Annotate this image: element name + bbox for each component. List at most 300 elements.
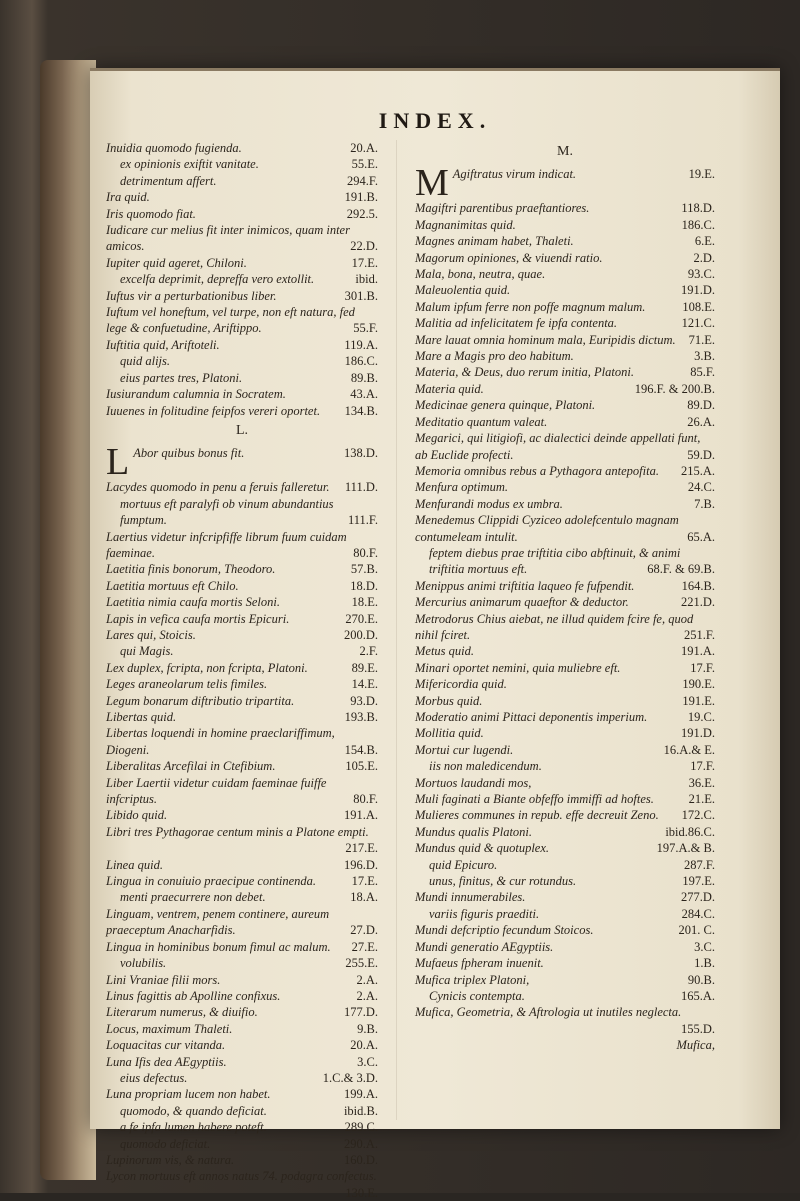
entry-text: Iuftum vel honeftum, vel turpe, non eft natura, fed lege & confuetudine, Ariftippo.	[106, 305, 355, 336]
entry-text: Iusiurandum calumnia in Socratem.	[106, 387, 286, 402]
page-reference: 197.E.	[682, 874, 715, 889]
entry-text: Iupiter quid ageret, Chiloni.	[106, 255, 247, 270]
page-reference: 16.A.& E.	[663, 742, 715, 757]
index-entry	[415, 676, 715, 692]
index-entry	[415, 364, 715, 380]
index-entry	[106, 775, 378, 808]
page-reference: 284.C.	[681, 906, 715, 921]
page-reference: 191.D.	[680, 283, 715, 298]
entry-text: Lycon mortuus eft annos natus 74. podagra confectus.	[106, 1169, 377, 1184]
index-entry	[415, 939, 715, 955]
page-reference: 191.A.	[680, 644, 715, 659]
entry-text: Liber Laertii videtur cuidam faeminae fuiffe infcriptus.	[106, 775, 327, 807]
index-entry	[106, 189, 378, 205]
index-entry	[415, 742, 715, 758]
entry-text: Mundus quid & quotuplex.	[415, 841, 550, 856]
index-entry	[415, 348, 715, 364]
page-reference: 164.B.	[681, 578, 715, 593]
page-reference: 43.A.	[350, 387, 378, 402]
entry-text: qui Magis.	[120, 644, 174, 659]
entry-text: Materia, & Deus, duo rerum initia, Platoni.	[415, 365, 634, 380]
drop-cap: M	[415, 162, 449, 205]
entry-text: Metus quid.	[415, 644, 475, 659]
entry-text: Linea quid.	[106, 857, 163, 872]
entry-text: iis non maledicendum.	[429, 759, 542, 774]
entry-text: eius defectus.	[120, 1070, 188, 1085]
page-reference: 1.B.	[694, 956, 715, 971]
entry-text: Mulieres communes in repub. effe decreuit Zeno.	[415, 808, 659, 823]
page-reference: 221.D.	[680, 595, 715, 610]
page-reference: 19.C.	[687, 710, 715, 724]
entry-text: Mortui cur lugendi.	[415, 742, 514, 757]
index-entry	[106, 271, 378, 287]
index-entry	[415, 397, 715, 413]
index-entry	[415, 889, 715, 905]
index-entry	[415, 479, 715, 495]
page-reference: 90.B.	[687, 972, 715, 987]
page-reference: 2.A.	[356, 988, 378, 1003]
page-reference: 270.E.	[345, 611, 378, 626]
index-entry	[106, 643, 378, 659]
index-entry	[415, 758, 715, 774]
index-entry	[106, 529, 378, 562]
page-reference: 22.D.	[350, 239, 378, 254]
page-reference: 138.D.	[343, 446, 378, 461]
index-entry	[415, 282, 715, 298]
index-entry	[415, 824, 715, 840]
entry-text: Moderatio animi Pittaci deponentis imperium.	[415, 710, 648, 724]
page-reference: 80.F.	[353, 545, 378, 560]
index-entry	[415, 725, 715, 741]
page-reference: 7.B.	[694, 496, 715, 511]
page-reference: ibid.	[355, 272, 378, 287]
index-entry	[106, 955, 378, 971]
index-entry	[106, 1021, 378, 1037]
entry-text: Mundi innumerabiles.	[415, 890, 526, 905]
page-reference: 196.D.	[343, 857, 378, 872]
entry-text: Literarum numerus, & diuifio.	[106, 1005, 258, 1020]
entry-text: Legum bonarum diftributio tripartita.	[106, 693, 295, 708]
entry-text: Lini Vraniae filii mors.	[106, 972, 221, 987]
page-reference: 89.D.	[687, 398, 715, 413]
entry-text: Lex duplex, fcripta, non fcripta, Platoni.	[106, 660, 308, 675]
page-reference: 119.A.	[344, 337, 378, 352]
index-entry	[415, 1037, 715, 1053]
entry-text: quomodo, & quando deficiat.	[120, 1103, 267, 1118]
section-letter: L.	[235, 422, 249, 438]
entry-text: Iudicare cur melius fit inter inimicos, quam inter amicos.	[106, 223, 350, 254]
entry-text: Iuftus vir a perturbationibus liber.	[106, 288, 277, 303]
entry-text: Minari oportet nemini, quia muliebre eft.	[415, 660, 621, 675]
index-entry	[106, 1004, 378, 1020]
index-entry	[106, 561, 378, 577]
index-entry	[415, 414, 715, 430]
entry-text: mortuus eft paralyfi ob vinum abundantius fumptum.	[120, 496, 334, 528]
page-reference: 165.A.	[680, 988, 715, 1003]
page-reference: 3.B.	[694, 349, 715, 364]
entry-text: Iuftitia quid, Ariftoteli.	[106, 337, 220, 352]
entry-text: Mollitia quid.	[415, 726, 484, 741]
index-entry	[106, 906, 378, 939]
index-entry	[415, 988, 715, 1004]
entry-text: excelfa deprimit, depreffa vero extollit.	[120, 272, 315, 287]
entry-text: Laetitia nimia caufa mortis Seloni.	[106, 595, 280, 610]
index-entry	[106, 140, 378, 156]
page-reference: 93.C.	[687, 267, 715, 282]
index-entry	[415, 709, 715, 725]
entry-text: Luna propriam lucem non habet.	[106, 1087, 271, 1102]
entry-text: feptem diebus prae triftitia cibo abftinuit, & animi triftitia mortuus eft.	[429, 545, 681, 577]
index-entry	[415, 200, 715, 216]
index-entry	[106, 972, 378, 988]
page-reference: 93.D.	[350, 693, 378, 708]
page-reference: 3.C.	[357, 1054, 378, 1069]
index-entry	[415, 250, 715, 266]
entry-text: Mercurius animarum quaeftor & deductor.	[415, 595, 629, 610]
page-reference: 190.E.	[682, 677, 715, 692]
index-entry	[415, 217, 715, 233]
page-reference: 21.E.	[688, 792, 715, 807]
page-reference: 160.D.	[343, 1152, 378, 1167]
index-entry	[106, 1086, 378, 1102]
entry-text: quid alijs.	[120, 354, 171, 369]
page-reference: 251.F.	[684, 627, 715, 642]
page-reference: 17.E.	[351, 874, 378, 889]
index-entry	[415, 922, 715, 938]
entry-text: Magnes animam habet, Thaleti.	[415, 234, 574, 249]
section-letter: M.	[557, 144, 573, 159]
page-reference: 24.C.	[687, 480, 715, 495]
entry-text: Lingua in hominibus bonum fimul ac malum.	[106, 939, 331, 954]
index-entry	[106, 156, 378, 172]
page-reference: 155.D.	[680, 1021, 715, 1036]
page-reference: 121.C.	[681, 316, 715, 331]
entry-text: Malitia ad infelicitatem fe ipfa contenta.	[415, 316, 618, 331]
entry-text: Iuuenes in folitudine feipfos vereri oportet.	[106, 403, 321, 418]
entry-text: Menfura optimum.	[415, 480, 509, 495]
index-column-right	[415, 140, 715, 1054]
entry-text: Cynicis contempta.	[429, 988, 525, 1003]
index-entry	[415, 611, 715, 644]
page-reference: 217.E.	[345, 841, 378, 856]
index-entry	[415, 1004, 715, 1037]
index-entry	[415, 906, 715, 922]
entry-text: Mufica,	[676, 1038, 715, 1053]
entry-text: Metrodorus Chius aiebat, ne illud quidem fcire fe, quod nihil fciret.	[415, 611, 694, 642]
entry-text: Lares qui, Stoicis.	[106, 627, 196, 642]
column-divider	[396, 140, 397, 1120]
page-reference: 85.F.	[690, 365, 715, 380]
page-reference: 177.D.	[343, 1005, 378, 1020]
entry-text: ex opinionis exiftit vanitate.	[120, 157, 259, 172]
page-reference: 55.F.	[353, 321, 378, 336]
entry-text: Menedemus Clippidi Cyziceo adolefcentulo magnam contumeleam intulit.	[415, 513, 679, 544]
page-reference: 6.E.	[694, 234, 715, 249]
entry-text: Mifericordia quid.	[415, 677, 507, 692]
index-entry	[106, 353, 378, 369]
index-entry	[106, 807, 378, 823]
index-entry	[415, 660, 715, 676]
entry-text: Menippus animi triftitia laqueo fe fufpendit.	[415, 578, 635, 593]
entry-text: Malum ipfum ferre non poffe magnum malum.	[415, 299, 646, 314]
page-reference: 289.C.	[344, 1120, 378, 1135]
index-column-left	[106, 140, 378, 1201]
entry-text: Iris quomodo fiat.	[106, 206, 196, 221]
index-entry	[106, 222, 378, 255]
page-reference: ibid.86.C.	[665, 824, 715, 839]
page-reference: 20.A.	[350, 141, 378, 155]
page-reference: 191.A.	[343, 808, 378, 823]
index-entry	[415, 266, 715, 282]
page-reference: 290.A.	[343, 1136, 378, 1151]
entry-text: detrimentum affert.	[120, 173, 217, 188]
page-reference: 17.F.	[690, 660, 715, 675]
index-entry	[106, 1054, 378, 1070]
page-reference: 292.5.	[346, 206, 378, 221]
entry-text: eius partes tres, Platoni.	[120, 370, 243, 385]
entry-text: Mufaeus fpheram inuenit.	[415, 956, 544, 971]
index-entry	[106, 1152, 378, 1168]
entry-text: Laetitia mortuus eft Chilo.	[106, 578, 239, 593]
entry-text: Mare a Magis pro deo habitum.	[415, 349, 574, 364]
index-entry	[106, 693, 378, 709]
page-reference: 200.D.	[343, 627, 378, 642]
entry-text: Linus fagittis ab Apolline confixus.	[106, 988, 281, 1003]
entry-text: Materia quid.	[415, 381, 484, 396]
index-entry	[106, 709, 378, 725]
page-reference: 18.E.	[351, 595, 378, 610]
page-reference: 1.C.& 3.D.	[322, 1070, 378, 1085]
entry-text: Muli faginati a Biante obfeffo immiffi ad hoftes.	[415, 792, 654, 807]
entry-text: Libertas quid.	[106, 710, 177, 724]
page-reference: 3.C.	[694, 939, 715, 954]
index-entry	[106, 173, 378, 189]
index-entry	[106, 676, 378, 692]
index-entry	[415, 512, 715, 545]
entry-text: Morbus quid.	[415, 693, 483, 708]
entry-text: Lingua in conuiuio praecipue continenda.	[106, 874, 317, 889]
entry-text: Mundi generatio AEgyptiis.	[415, 939, 554, 954]
page-reference: 105.E.	[345, 759, 378, 774]
page-reference: ibid.B.	[343, 1103, 378, 1118]
entry-text: Luna Ifis dea AEgyptiis.	[106, 1054, 227, 1069]
page-reference: 27.D.	[350, 923, 378, 938]
drop-cap: L	[106, 441, 130, 484]
entry-text: Magiftri parentibus praeftantiores.	[415, 201, 590, 216]
page-reference: 154.B.	[344, 742, 378, 757]
index-entry	[106, 479, 378, 495]
entry-text: Meditatio quantum valeat.	[415, 414, 548, 429]
book-binding	[40, 60, 96, 1180]
page-reference: 20.A.	[350, 1038, 378, 1053]
page-reference: 2.D.	[693, 250, 715, 265]
index-entry	[106, 660, 378, 676]
index-entry	[415, 162, 715, 205]
entry-text: Laertius videtur infcripfiffe librum fuum cuidam faeminae.	[106, 529, 347, 560]
entry-text: Magnanimitas quid.	[415, 217, 516, 232]
index-entry	[415, 791, 715, 807]
entry-text: Mundi defcriptio fecundum Stoicos.	[415, 923, 594, 938]
index-entry	[106, 1168, 378, 1201]
entry-text: Mortuos laudandi mos,	[415, 775, 532, 790]
page-title: INDEX.	[378, 108, 492, 133]
index-entry	[415, 545, 715, 578]
page-reference: 197.A.& B.	[656, 841, 715, 856]
entry-text: Libertas loquendi in homine praeclariffimum, Diogeni.	[106, 726, 335, 757]
page-reference: 118.D.	[681, 201, 715, 216]
index-entry	[106, 1119, 378, 1135]
entry-text: Memoria omnibus rebus a Pythagora antepofita.	[415, 463, 659, 478]
page-reference: 111.D.	[344, 480, 378, 495]
page-reference: 80.F.	[353, 792, 378, 807]
index-entry	[415, 972, 715, 988]
page-reference: 130.E.	[345, 1185, 378, 1200]
index-entry	[106, 255, 378, 271]
page-reference: 277.D.	[680, 890, 715, 905]
entry-text: Mufica triplex Platoni,	[415, 972, 530, 987]
index-entry	[106, 496, 378, 529]
entry-text: Libri tres Pythagorae centum minis a Platone empti.	[106, 824, 369, 839]
index-entry	[415, 693, 715, 709]
index-entry	[106, 611, 378, 627]
entry-text: unus, finitus, & cur rotundus.	[429, 874, 577, 889]
entry-text: Loquacitas cur vitanda.	[106, 1038, 226, 1053]
index-entry	[415, 381, 715, 397]
entry-text: Menfurandi modus ex umbra.	[415, 496, 563, 511]
entry-text: Laetitia finis bonorum, Theodoro.	[106, 562, 276, 577]
entry-text: Maleuolentia quid.	[415, 283, 511, 298]
page-reference: 26.A.	[687, 414, 715, 429]
index-entry	[415, 873, 715, 889]
page-reference: 215.A.	[680, 463, 715, 478]
page-reference: 196.F. & 200.B.	[634, 381, 715, 396]
entry-text: Inuidia quomodo fugienda.	[106, 141, 242, 155]
index-entry	[106, 939, 378, 955]
page-reference: 191.B.	[344, 190, 378, 205]
page-reference: 172.C.	[681, 808, 715, 823]
index-entry	[415, 332, 715, 348]
index-entry	[415, 955, 715, 971]
page-reference: 18.D.	[350, 578, 378, 593]
entry-text: Medicinae genera quinque, Platoni.	[415, 398, 596, 413]
index-entry	[415, 299, 715, 315]
page-reference: 65.A.	[687, 529, 715, 544]
entry-text: Mufica, Geometria, & Aftrologia ut inutiles neglecta.	[415, 1005, 682, 1020]
page-reference: 17.F.	[690, 759, 715, 774]
page-reference: 19.E.	[688, 167, 715, 182]
page-reference: 27.E.	[351, 939, 378, 954]
index-entry	[415, 643, 715, 659]
entry-text: Agiftratus virum indicat.	[452, 167, 577, 182]
page-reference: 191.D.	[680, 726, 715, 741]
index-entry	[106, 1037, 378, 1053]
entry-text: Ira quid.	[106, 190, 150, 205]
index-entry	[106, 873, 378, 889]
page-reference: 134.B.	[344, 403, 378, 418]
index-entry	[106, 594, 378, 610]
index-entry	[106, 988, 378, 1004]
index-entry	[106, 857, 378, 873]
entry-text: Leges araneolarum telis fimiles.	[106, 677, 268, 692]
index-entry	[415, 840, 715, 856]
page-reference: 193.B.	[344, 710, 378, 724]
page-reference: 191.E.	[682, 693, 715, 708]
index-entry	[106, 889, 378, 905]
entry-text: menti praecurrere non debet.	[120, 890, 266, 905]
page-reference: 17.E.	[351, 255, 378, 270]
entry-text: Lupinorum vis, & natura.	[106, 1152, 235, 1167]
entry-text: Liberalitas Arcefilai in Ctefibium.	[106, 759, 276, 774]
entry-text: quid Epicuro.	[429, 857, 498, 872]
index-entry	[106, 337, 378, 353]
index-entry	[415, 857, 715, 873]
entry-text: volubilis.	[120, 956, 167, 971]
index-entry	[106, 627, 378, 643]
index-entry	[106, 824, 378, 857]
index-entry	[106, 288, 378, 304]
entry-text: Lacydes quomodo in penu a feruis falleretur.	[106, 480, 330, 495]
entry-text: Locus, maximum Thaleti.	[106, 1021, 233, 1036]
page-reference: 59.D.	[687, 447, 715, 462]
page-reference: 111.F.	[347, 513, 378, 528]
index-entry	[415, 578, 715, 594]
index-entry	[106, 370, 378, 386]
index-entry	[415, 807, 715, 823]
index-entry	[106, 1136, 378, 1152]
page-reference: 201. C.	[678, 923, 715, 938]
page-reference: 255.E.	[345, 956, 378, 971]
entry-text: variis figuris praediti.	[429, 906, 540, 921]
page-reference: 301.B.	[344, 288, 378, 303]
index-entry	[106, 386, 378, 402]
page-reference: 57.B.	[350, 562, 378, 577]
page-reference: 14.E.	[351, 677, 378, 692]
page-reference: 186.C.	[344, 354, 378, 369]
entry-text: Abor quibus bonus fit.	[133, 446, 245, 461]
page-reference: 294.F.	[347, 173, 378, 188]
index-entry	[106, 304, 378, 337]
entry-text: Megarici, qui litigiofi, ac dialectici deinde appellati funt, ab Euclide profecti.	[415, 431, 701, 462]
index-entry	[415, 463, 715, 479]
page-reference: 36.E.	[688, 775, 715, 790]
entry-text: Mare lauat omnia hominum mala, Euripidis dictum.	[415, 332, 676, 347]
page-reference: 108.E.	[682, 299, 715, 314]
page-reference: 71.E.	[688, 332, 715, 347]
page-reference: 18.A.	[350, 890, 378, 905]
entry-text: Mundus qualis Platoni.	[415, 824, 533, 839]
page-reference: 89.B.	[350, 370, 378, 385]
entry-text: Lapis in vefica caufa mortis Epicuri.	[106, 611, 290, 626]
entry-text: quomodo deficiat.	[120, 1136, 211, 1151]
page-reference: 287.F.	[684, 857, 715, 872]
entry-text: Magorum opiniones, & viuendi ratio.	[415, 250, 603, 265]
index-entry	[106, 441, 378, 484]
page-reference: 2.A.	[356, 972, 378, 987]
index-entry	[106, 578, 378, 594]
index-entry	[415, 233, 715, 249]
index-entry	[415, 594, 715, 610]
index-entry	[106, 1070, 378, 1086]
page-reference: 9.B.	[357, 1021, 378, 1036]
entry-text: a fe ipfa lumen habere poteft.	[120, 1120, 267, 1135]
index-entry	[106, 1103, 378, 1119]
page-reference: 2.F.	[359, 644, 378, 659]
entry-text: Linguam, ventrem, penem continere, aureum praeceptum Anacharfidis.	[106, 906, 330, 938]
page-reference: 186.C.	[681, 217, 715, 232]
index-entry	[106, 725, 378, 758]
page-reference: 68.F. & 69.B.	[647, 562, 715, 577]
index-entry	[415, 496, 715, 512]
